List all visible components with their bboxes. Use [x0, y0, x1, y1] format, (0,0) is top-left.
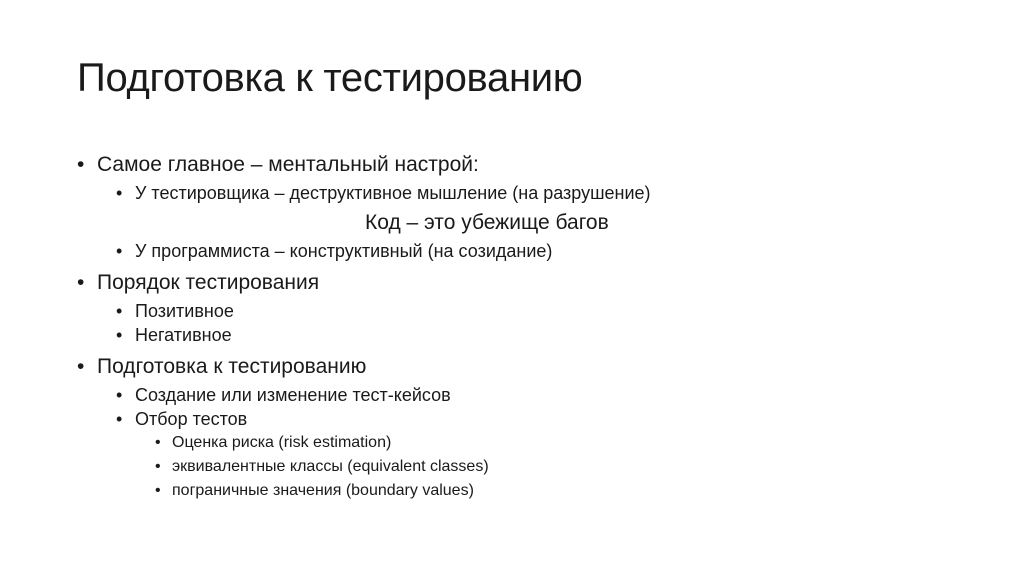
list-item-text: Оценка риска (risk estimation) [172, 434, 392, 451]
bullet-icon: • [155, 434, 161, 451]
list-item-text: пограничные значения (boundary values) [172, 482, 474, 499]
list-item [77, 355, 366, 379]
bullet-icon: • [77, 271, 85, 294]
slide-title: Подготовка к тестированию [77, 56, 583, 100]
list-item [155, 458, 489, 476]
list-item-text: Создание или изменение тест-кейсов [135, 385, 451, 405]
list-item-text: Порядок тестирования [97, 271, 320, 294]
list-item [77, 153, 479, 177]
list-item-text: Позитивное [135, 301, 234, 321]
list-item [116, 241, 552, 262]
bullet-icon: • [116, 183, 123, 203]
bullet-icon: • [77, 153, 85, 176]
list-item [116, 301, 234, 322]
bullet-icon: • [116, 325, 123, 345]
bullet-icon: • [116, 241, 123, 261]
list-item [116, 385, 451, 406]
list-item-text: эквивалентные классы (equivalent classes) [172, 458, 489, 475]
list-item-text: Самое главное – ментальный настрой: [97, 153, 479, 176]
bullet-icon: • [116, 301, 123, 321]
list-item [116, 183, 651, 204]
list-item-text: Негативное [135, 325, 232, 345]
list-item [116, 325, 232, 346]
bullet-icon: • [155, 482, 161, 499]
bullet-icon: • [116, 385, 123, 405]
center-note: Код – это убежище багов [365, 211, 609, 234]
list-item [155, 482, 474, 500]
list-item [77, 271, 319, 295]
list-item-text: Отбор тестов [135, 409, 248, 429]
bullet-icon: • [155, 458, 161, 475]
list-item-text: Подготовка к тестированию [97, 355, 367, 378]
bullet-icon: • [116, 409, 123, 429]
list-item-text: У программиста – конструктивный (на созидание) [135, 241, 553, 261]
bullet-icon: • [77, 355, 85, 378]
list-item [116, 409, 247, 430]
list-item-text: У тестировщика – деструктивное мышление (на разрушение) [135, 183, 651, 203]
list-item [155, 434, 391, 452]
